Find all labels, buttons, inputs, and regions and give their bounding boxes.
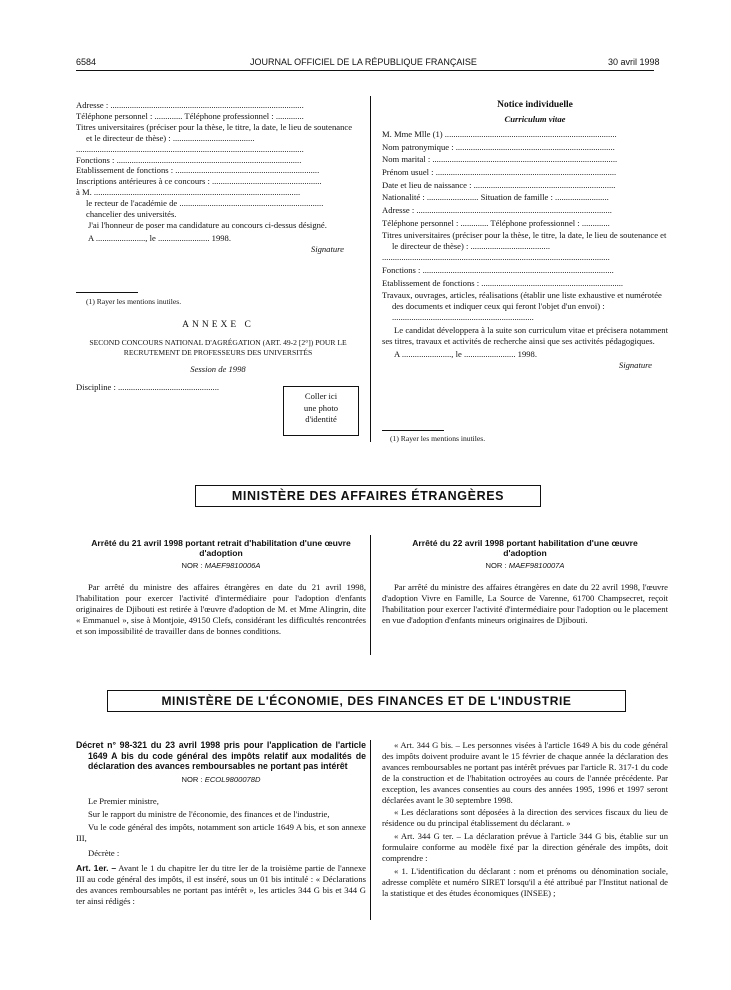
- photo-text-line: une photo: [303, 402, 339, 413]
- form-line: Fonctions : .........................................................................................: [382, 264, 614, 275]
- column-divider: [370, 535, 371, 655]
- form-line: Téléphone personnel : ............. Téléphone professionnel : .............: [76, 110, 304, 121]
- article-1-label: Art. 1er. –: [76, 862, 117, 873]
- form-line: M. Mme Mlle (1) ................................................................................: [382, 128, 617, 139]
- form-line: Nom patronymique : ..........................................................................: [382, 141, 615, 152]
- candidature-text: J'ai l'honneur de poser ma candidature au concours ci-dessus désigné.: [88, 219, 327, 230]
- journal-title: JOURNAL OFFICIEL DE LA RÉPUBLIQUE FRANÇAISE: [250, 57, 477, 67]
- article-344g-ter: « Art. 344 G ter. – La déclaration prévue à l'article 344 G bis, établie sur un formulaire conforme au modèle fixé par la direction générale des impôts, doit comprendre :: [382, 831, 668, 864]
- decree-left-column: [76, 740, 366, 907]
- left-footnote: (1) Rayer les mentions inutiles.: [86, 297, 182, 306]
- article-title: Arrêté du 22 avril 1998 portant habilitation d'une œuvre d'adoption: [412, 538, 638, 558]
- article-title: Arrêté du 21 avril 1998 portant retrait d'habilitation d'une œuvre d'adoption: [91, 538, 351, 558]
- right-footnote: (1) Rayer les mentions inutiles.: [390, 434, 486, 443]
- form-line: Adresse : ..........................................................................................: [76, 100, 304, 110]
- session-label: Session de 1998: [190, 364, 246, 374]
- article-1-text: Avant le 1 du chapitre Ier du titre Ier de la troisième partie de l'annexe III au code général des impôts, il est inséré, sous un 01 bis intitulé : « Déclarations des avances remboursables ne portant pas intérêt », les articles 344 G bis et 344 G ter ainsi rédigés :: [76, 862, 366, 906]
- place-date-line: A ......................., le ........................ 1998.: [88, 232, 231, 243]
- nor-label: NOR :: [485, 561, 507, 570]
- issue-date: 30 avril 1998: [608, 57, 660, 67]
- decree-preamble: Sur le rapport du ministre de l'économie, des finances et de l'industrie,: [88, 809, 330, 820]
- photo-placeholder-box: [283, 386, 359, 436]
- form-line: ..........................................................................................................: [382, 252, 610, 263]
- article-344g-ter-item-1: « 1. L'identification du déclarant : nom et prénoms ou dénomination sociale, adresse complète et numéro SIRET lorsqu'il a été attribué par l'Institut national de la statistique et des études économiques (INSEE) ;: [382, 865, 668, 898]
- form-line: Inscriptions antérieures à ce concours : ...................................................: [76, 176, 322, 187]
- photo-text-line: d'identité: [305, 414, 337, 424]
- signature-label: Signature: [310, 243, 344, 254]
- place-date-line: A ......................., le ........................ 1998.: [394, 348, 537, 359]
- form-line: Titres universitaires (préciser pour la thèse, le titre, la date, le lieu de soutenance et le directeur de thèse) : .....................................: [382, 230, 667, 252]
- form-line: ..........................................................................................................: [76, 143, 304, 154]
- discipline-line: Discipline : ...............................................: [76, 382, 219, 392]
- article-1: [76, 863, 366, 907]
- article-344g-bis: « Art. 344 G bis. – Les personnes visées à l'article 1649 A bis du code général des impôts doivent produire avant le 15 février de chaque année la déclaration des avances remboursables ne portant pas intérêt prévues par l'article R. 317-1 du code de la construction et de l'habitation octroyées au cours de l'année précédente. Par exception, les avances consenties au cours des années 1995, 1996 et 1997 seront déclarées avant le 30 septembre 1998.: [382, 740, 668, 805]
- form-line: Nationalité : ........................ Situation de famille : .........................: [382, 192, 609, 203]
- form-line: à M. ................................................................................................: [76, 187, 301, 198]
- article-body: Par arrêté du ministre des affaires étrangères en date du 22 avril 1998, l'œuvre d'adoption Vivre en Famille, La Source de Varenne, 61700 Champsecret, reçoit l'habilitation pour exercer l'activité d'intermédiaire pour l'adoption ou le placement en vue d'adoption d'enfants mineurs originaires de Djibouti.: [382, 581, 668, 625]
- decree-title: Décret n° 98-321 du 23 avril 1998 pris pour l'application de l'article 1649 A bis du code général des impôts relatif aux modalités de déclaration des avances remboursables ne portant pas intérêt: [76, 740, 366, 771]
- annexe-title: ANNEXE C: [182, 320, 254, 330]
- form-line: Prénom usuel : ....................................................................................: [382, 166, 617, 177]
- ministry-banner-foreign-affairs: MINISTÈRE DES AFFAIRES ÉTRANGÈRES: [195, 485, 541, 507]
- form-line: chancelier des universités.: [86, 209, 177, 220]
- decree-preamble: Vu le code général des impôts, notamment son article 1649 A bis, et son annexe III,: [76, 822, 366, 844]
- form-line: Fonctions : ......................................................................................: [76, 154, 302, 165]
- nor-label: NOR :: [181, 561, 203, 570]
- article-retrait-habilitation: [76, 538, 366, 636]
- photo-text-line: Coller ici: [304, 391, 338, 401]
- left-application-form: [76, 100, 360, 255]
- footnote-rule: [382, 430, 444, 431]
- form-line: le recteur de l'académie de ...................................................................: [86, 198, 324, 209]
- column-divider: [370, 96, 371, 442]
- form-line: Date et lieu de naissance : ..................................................................: [382, 179, 616, 190]
- article-body: Par arrêté du ministre des affaires étrangères en date du 21 avril 1998, l'habilitation pour exercer l'activité d'intermédiaire pour l'adoption d'enfants originaires de Djibouti est retirée à l'œuvre d'adoption de M. et Mme Alingrin, dite « Emmanuel », sise à Montjoie, 49150 Clefs, considérant les difficultés rencontrées et son impossibilité de travailler dans de bonnes conditions.: [76, 581, 366, 636]
- nor-code: MAEF9810007A: [508, 561, 565, 570]
- nor-code: MAEF9810006A: [204, 561, 261, 570]
- notice-title: Notice individuelle: [497, 100, 573, 110]
- signature-label: Signature: [618, 359, 652, 370]
- page-number: 6584: [76, 57, 97, 67]
- nor-label: NOR :: [181, 774, 203, 784]
- article-habilitation: [382, 538, 668, 626]
- header-rule: [76, 70, 654, 71]
- right-cv-form: [382, 100, 668, 371]
- annexe-subtitle: SECOND CONCOURS NATIONAL D'AGRÉGATION (ART. 49-2 [2°]) POUR LE RECRUTEMENT DE PROFESSEURS DES UNIVERSITÉS: [89, 338, 347, 357]
- footnote-rule: [76, 292, 138, 293]
- form-line: Etablissement de fonctions : ...................................................................: [76, 165, 320, 176]
- decree-decrete: Décrète :: [88, 848, 120, 859]
- form-line: Titres universitaires (préciser pour la thèse, le titre, la date, le lieu de soutenance et le directeur de thèse) : ......................................: [76, 121, 353, 143]
- form-line: Téléphone personnel : ............. Téléphone professionnel : .............: [382, 217, 610, 228]
- form-line: Nom marital : ......................................................................................: [382, 154, 618, 165]
- form-line: Adresse : ...........................................................................................: [382, 205, 612, 216]
- cv-subtitle: Curriculum vitae: [504, 113, 566, 124]
- decree-preamble: Le Premier ministre,: [88, 796, 159, 807]
- form-line: Travaux, ouvrages, articles, réalisations (établir une liste exhaustive et numérotée des documents et indiquer ceux qui feront l'objet d'un envoi) : ..................................................................: [382, 290, 662, 323]
- decree-right-column: [382, 740, 668, 899]
- development-text: Le candidat développera à la suite son curriculum vitae et précisera notamment ses titres, travaux et activités de recherche ainsi que ses activités pédagogiques.: [382, 325, 668, 346]
- article-344g-bis-deposit: « Les déclarations sont déposées à la direction des services fiscaux du lieu de résidence ou du principal établissement du déclarant. »: [382, 807, 668, 829]
- form-line: Etablissement de fonctions : ..................................................................: [382, 277, 624, 288]
- nor-code: ECOL9800078D: [204, 774, 261, 784]
- column-divider: [370, 740, 371, 920]
- ministry-banner-economy: MINISTÈRE DE L'ÉCONOMIE, DES FINANCES ET DE L'INDUSTRIE: [107, 690, 626, 712]
